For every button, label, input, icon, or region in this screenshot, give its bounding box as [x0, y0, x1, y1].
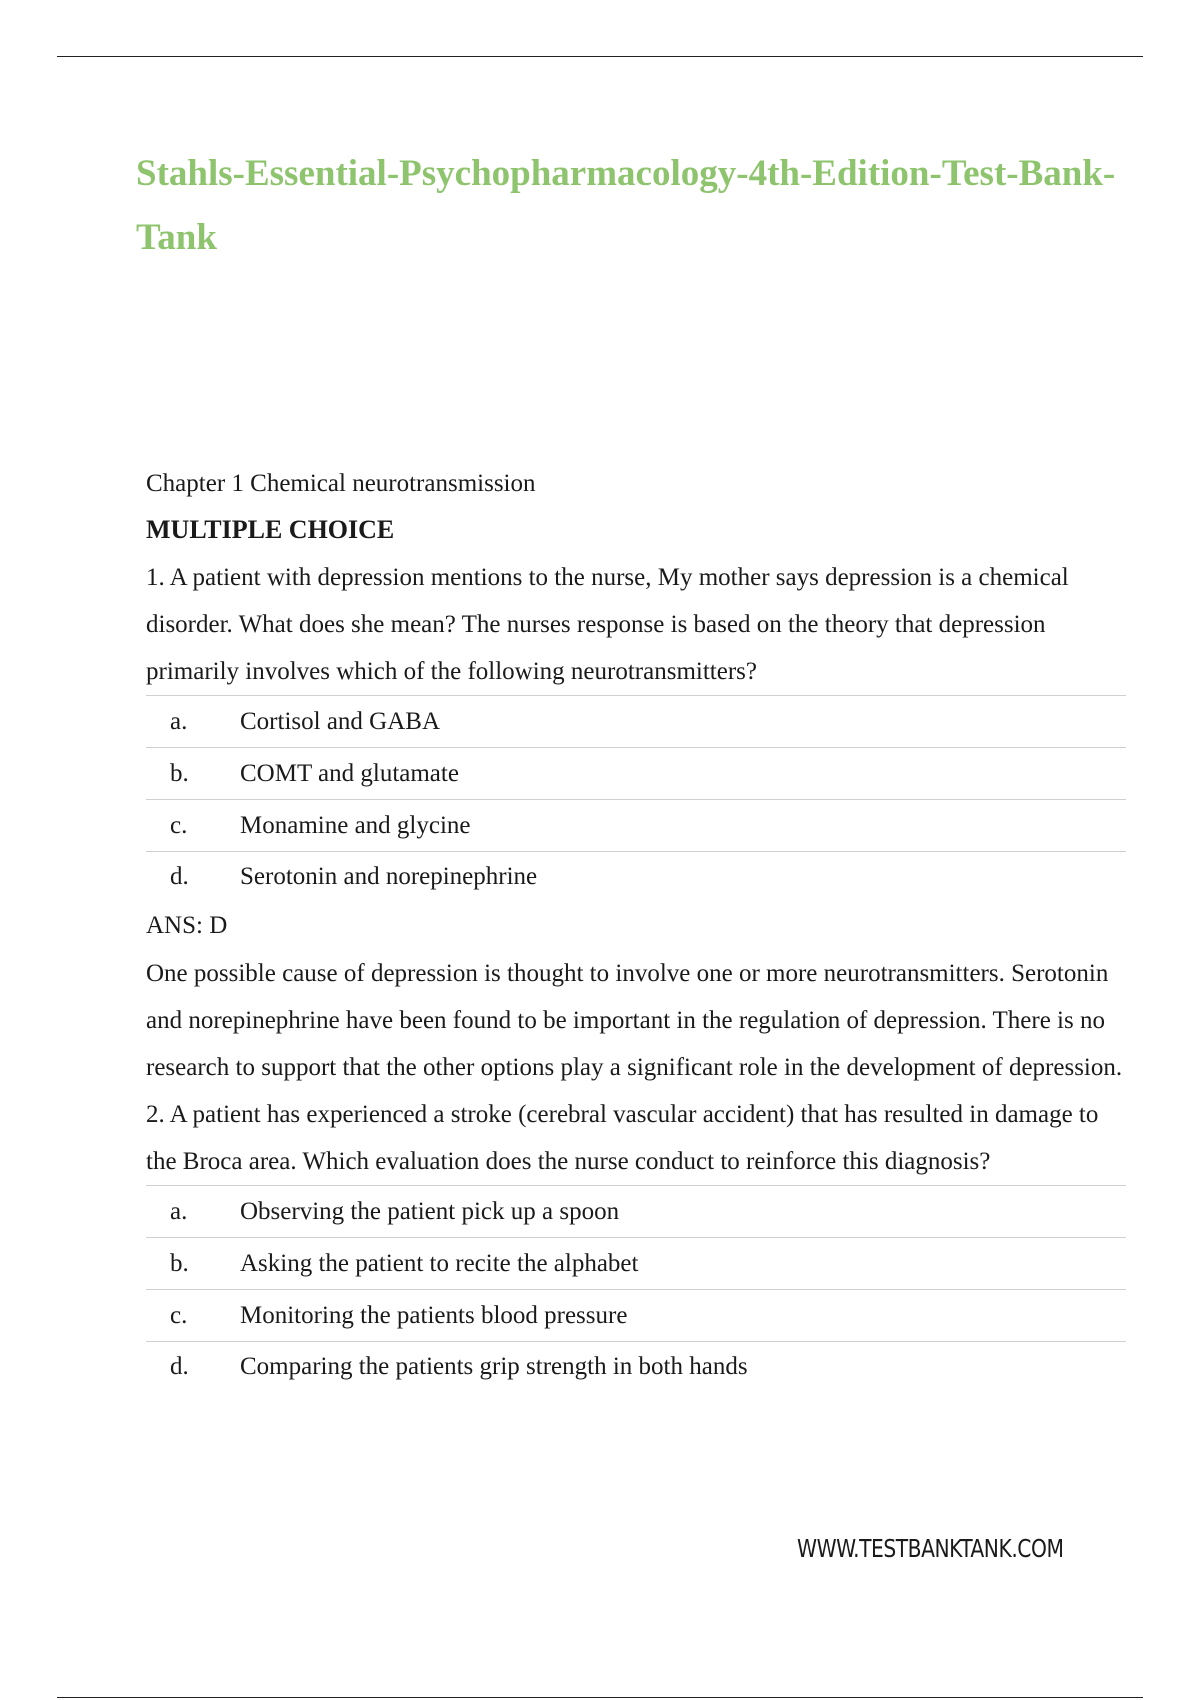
chapter-heading: Chapter 1 Chemical neurotransmission — [146, 470, 536, 497]
option-text: Monitoring the patients blood pressure — [240, 1290, 1126, 1342]
answer-key: ANS: D — [146, 912, 228, 939]
document-body — [146, 462, 1126, 1392]
option-letter: c. — [146, 800, 240, 852]
option-letter: d. — [146, 1342, 240, 1393]
document-title: Stahls-Essential-Psychopharmacology-4th-Edition-Test-Bank-Tank — [136, 153, 1116, 258]
option-letter: c. — [146, 1290, 240, 1342]
option-text: COMT and glutamate — [240, 748, 1126, 800]
option-text: Monamine and glycine — [240, 800, 1126, 852]
option-letter: b. — [146, 748, 240, 800]
option-row — [146, 1238, 1126, 1290]
option-row — [146, 748, 1126, 800]
option-text: Serotonin and norepinephrine — [240, 852, 1126, 903]
top-rule — [57, 56, 1143, 57]
question-prompt: 2. A patient has experienced a stroke (cerebral vascular accident) that has resulted in damage to the Broca area. Which evaluation does the nurse conduct to reinforce this diagnosis? — [146, 1101, 1099, 1175]
option-text: Asking the patient to recite the alphabet — [240, 1238, 1126, 1290]
option-row — [146, 1342, 1126, 1393]
option-letter: a. — [146, 1186, 240, 1238]
option-text: Comparing the patients grip strength in both hands — [240, 1342, 1126, 1393]
option-row — [146, 852, 1126, 903]
option-row — [146, 800, 1126, 852]
option-text: Cortisol and GABA — [240, 696, 1126, 748]
option-letter: b. — [146, 1238, 240, 1290]
section-heading: MULTIPLE CHOICE — [146, 515, 395, 544]
bottom-rule — [57, 1697, 1143, 1698]
website-watermark: WWW.TESTBANKTANK.COM — [797, 1534, 1064, 1563]
option-letter: a. — [146, 696, 240, 748]
option-row — [146, 1186, 1126, 1238]
option-letter: d. — [146, 852, 240, 903]
answer-options — [146, 1185, 1126, 1392]
answer-options — [146, 695, 1126, 902]
question-prompt: 1. A patient with depression mentions to the nurse, My mother says depression is a chemical disorder. What does she mean? The nurses response is based on the theory that depression primarily involves which of the following neurotransmitters? — [146, 564, 1069, 685]
option-row — [146, 1290, 1126, 1342]
question-1 — [146, 554, 1126, 1091]
answer-rationale: One possible cause of depression is thought to involve one or more neurotransmitters. Serotonin and norepinephrine have been found to be important in the regulation of depression. There is no research to support that the other options play a significant role in the development of depression. — [146, 960, 1123, 1081]
option-text: Observing the patient pick up a spoon — [240, 1186, 1126, 1238]
question-2 — [146, 1091, 1126, 1392]
option-row — [146, 696, 1126, 748]
